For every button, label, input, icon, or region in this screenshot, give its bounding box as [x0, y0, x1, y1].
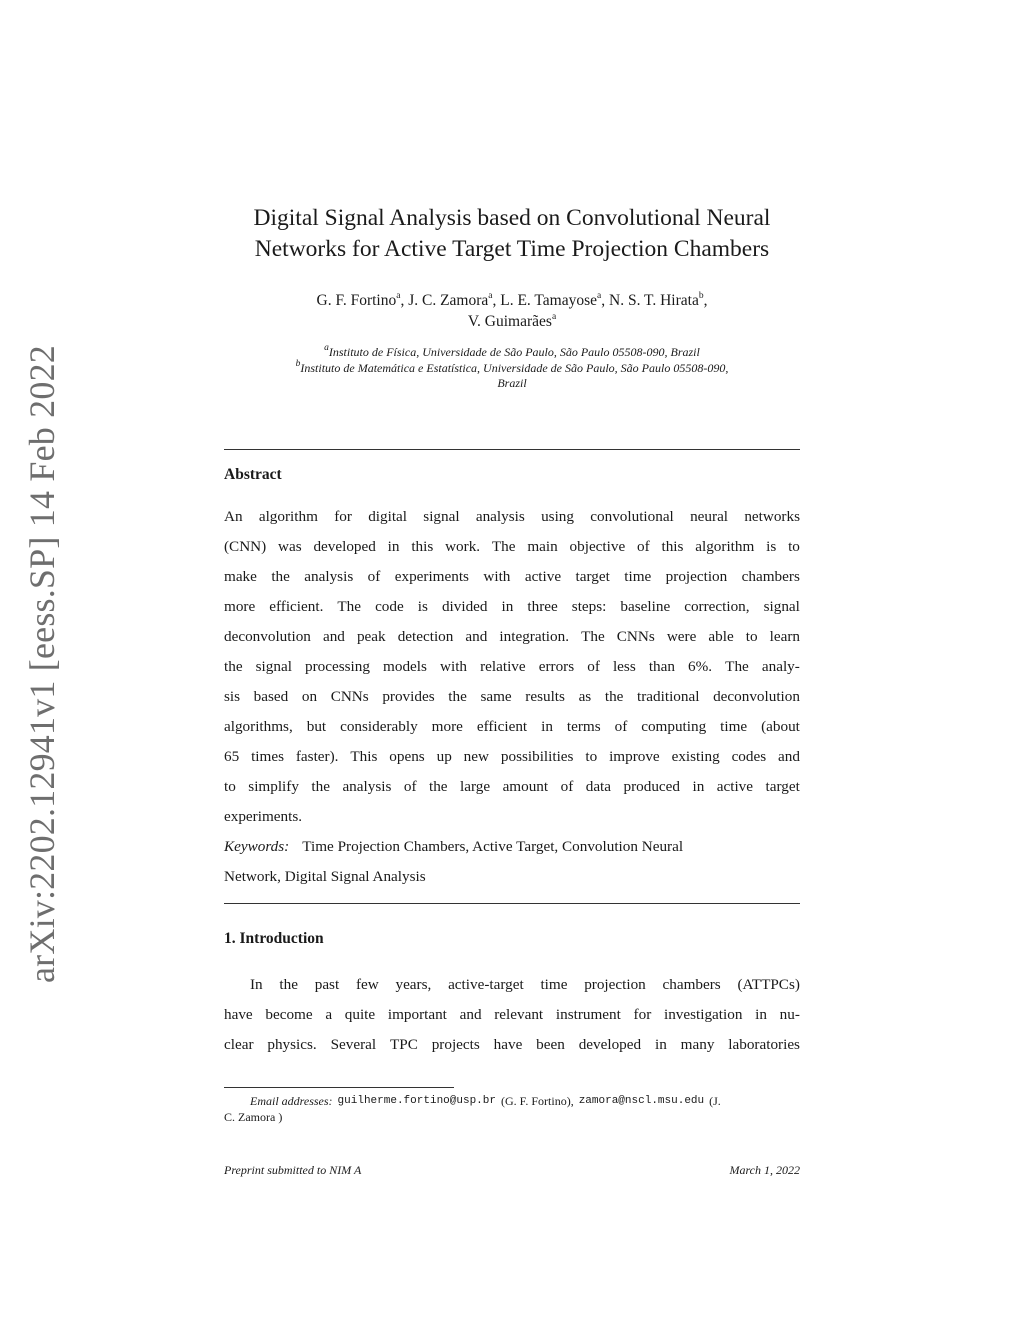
word: code [375, 598, 404, 615]
word: active-target [448, 976, 524, 993]
word: important [387, 1006, 447, 1023]
word: of [637, 538, 650, 555]
word: to [224, 778, 236, 795]
author-affiliation-mark: a [551, 311, 557, 322]
abstract-line [224, 592, 800, 622]
word: correction, [684, 598, 750, 615]
word: signal [423, 508, 460, 525]
word: was [278, 538, 302, 555]
word: in [501, 598, 514, 615]
word: active [716, 778, 754, 795]
word: projection [584, 976, 646, 993]
word: algorithm [258, 508, 318, 525]
preprint-journal: Preprint submitted to NIM A [224, 1163, 362, 1177]
abstract-line [224, 562, 800, 592]
arxiv-identifier: arXiv:2202.12941v1 [eess.SP] 14 Feb 2022 [22, 345, 62, 983]
word: but [306, 718, 327, 735]
word: algorithms, [224, 718, 293, 735]
author-name: N. S. T. Hirata [609, 292, 699, 309]
word: on [301, 688, 318, 705]
abstract-line [224, 502, 800, 532]
word: this [411, 538, 434, 555]
word: objective [569, 538, 626, 555]
word: quite [344, 1006, 376, 1023]
author-affiliation-mark: a [396, 290, 401, 301]
word: the [311, 778, 330, 795]
word: for [633, 1006, 652, 1023]
word: of [403, 778, 417, 795]
word: using [541, 508, 574, 525]
word: physics. [267, 1036, 317, 1053]
keywords-label: Keywords: [224, 838, 290, 855]
word: improve [609, 748, 660, 765]
keywords-text: Network, Digital Signal Analysis [224, 868, 426, 885]
word: 65 [224, 748, 240, 765]
word: of [587, 658, 600, 675]
word: produced [623, 778, 680, 795]
word: for [334, 508, 352, 525]
word: analysis [475, 508, 525, 525]
word: peak [356, 628, 386, 645]
word: (CNN) [224, 538, 267, 555]
word: steps: [571, 598, 607, 615]
word: the [428, 778, 448, 795]
word: efficient. [269, 598, 324, 615]
word: been [536, 1036, 565, 1053]
word: projects [431, 1036, 480, 1053]
footnote-line [224, 1093, 800, 1109]
word: The [581, 628, 605, 645]
word: and [778, 748, 800, 765]
word: relevant [494, 1006, 544, 1023]
word: is [766, 538, 777, 555]
word: opens [389, 748, 425, 765]
word: less [612, 658, 636, 675]
introduction-body [224, 970, 800, 1060]
introduction-line [224, 970, 800, 1000]
word: time [540, 976, 568, 993]
word: three [527, 598, 558, 615]
word: deconvolution [713, 688, 800, 705]
title-line-1: Digital Signal Analysis based on Convolutional Neural [253, 205, 771, 231]
word: and [459, 1006, 482, 1023]
word: results [525, 688, 565, 705]
word: the [271, 568, 290, 585]
word: amount [502, 778, 549, 795]
word: same [480, 688, 512, 705]
word: able [708, 628, 734, 645]
word: neural [690, 508, 729, 525]
word: time [624, 568, 652, 585]
word: up [436, 748, 452, 765]
word: the [279, 976, 298, 993]
word: projection [665, 568, 728, 585]
word: more [224, 598, 256, 615]
word: networks [744, 508, 800, 525]
word: of [614, 718, 628, 735]
preprint-date: March 1, 2022 [729, 1163, 800, 1177]
word: The [725, 658, 749, 675]
word: in [654, 1036, 667, 1053]
abstract-line [224, 682, 800, 712]
word: clear [224, 1036, 254, 1053]
abstract-heading: Abstract [224, 466, 282, 483]
word: CNNs [330, 688, 369, 705]
email-link[interactable]: zamora@nscl.msu.edu [578, 1095, 705, 1107]
word: experiments [394, 568, 469, 585]
word: processing [305, 658, 370, 675]
word: sis [224, 688, 241, 705]
word: errors [538, 658, 575, 675]
word: active [524, 568, 562, 585]
word: analysis [342, 778, 392, 795]
keywords-line-2 [224, 862, 800, 892]
word: were [666, 628, 697, 645]
word: is [417, 598, 428, 615]
abstract-body [224, 502, 800, 892]
paper-title [204, 203, 820, 265]
word: in [692, 778, 705, 795]
word: the [224, 658, 243, 675]
word: possibilities [500, 748, 574, 765]
abstract-line [224, 652, 800, 682]
word: deconvolution [224, 628, 311, 645]
author-name: V. Guimarães [467, 313, 552, 330]
word: chambers [741, 568, 800, 585]
affiliation-b-continued: Brazil [497, 376, 527, 390]
word: with [440, 658, 468, 675]
word: 6%. [688, 658, 713, 675]
word: The [491, 538, 516, 555]
word: terms [566, 718, 601, 735]
word: make [224, 568, 257, 585]
word: few [355, 976, 379, 993]
word: and [322, 628, 345, 645]
word: to [788, 538, 800, 555]
word: a [325, 1006, 333, 1023]
word: traditional [637, 688, 700, 705]
word: the [604, 688, 624, 705]
author-affiliation-mark: a [488, 290, 493, 301]
affiliation-b: $^b$Instituto de Matemática e Estatística, Universidade de São Paulo, São Paulo 05508-090, [295, 358, 729, 375]
word: nu- [779, 1006, 800, 1023]
word: time [720, 718, 748, 735]
word: divided [441, 598, 488, 615]
word: target [765, 778, 800, 795]
word: (about [761, 718, 800, 735]
word: faster). [295, 748, 339, 765]
word: models [383, 658, 427, 675]
word: this [661, 538, 684, 555]
word: existing [671, 748, 720, 765]
introduction-line [224, 1030, 800, 1060]
footnote-rule [224, 1087, 454, 1088]
author-name: G. F. Fortino [316, 292, 397, 309]
author-affiliation-mark: b [698, 290, 704, 301]
word: have [493, 1036, 523, 1053]
word: to [585, 748, 598, 765]
word: become [265, 1006, 313, 1023]
word: in [755, 1006, 767, 1023]
word: digital [368, 508, 407, 525]
word: signal [763, 598, 800, 615]
keywords-text: Time Projection Chambers, Active Target, Convolution Neural [302, 838, 684, 855]
word: work. [445, 538, 481, 555]
word: new [463, 748, 489, 765]
word: with [483, 568, 511, 585]
word: simplify [248, 778, 299, 795]
keywords-line-1 [224, 832, 800, 862]
word: integration. [499, 628, 570, 645]
word: convolutional [590, 508, 674, 525]
word: signal [255, 658, 292, 675]
word: in [387, 538, 400, 555]
title-line-2: Networks for Active Target Time Projection Chambers [254, 236, 770, 262]
word: investigation [663, 1006, 743, 1023]
abstract-line [224, 742, 800, 772]
word: provides [382, 688, 435, 705]
abstract-bottom-rule [224, 903, 800, 904]
word: learn [769, 628, 800, 645]
word: have [224, 1006, 253, 1023]
email-owner: C. Zamora ) [224, 1110, 283, 1124]
word: years, [395, 976, 432, 993]
word: computing [641, 718, 707, 735]
word: the [448, 688, 467, 705]
email-owner: (J. [709, 1094, 721, 1108]
word: and [465, 628, 488, 645]
affiliations [214, 345, 810, 392]
word: to [745, 628, 758, 645]
word: developed [578, 1036, 642, 1053]
abstract-line [224, 532, 800, 562]
email-link[interactable]: guilherme.fortino@usp.br [337, 1095, 496, 1107]
introduction-line [224, 1000, 800, 1030]
abstract-top-rule [224, 449, 800, 450]
word: chambers [662, 976, 721, 993]
word: analysis [304, 568, 354, 585]
word: of [560, 778, 574, 795]
author-name: J. C. Zamora [408, 292, 489, 309]
abstract-line [224, 712, 800, 742]
email-label: Email addresses: [250, 1094, 333, 1108]
word: data [585, 778, 612, 795]
word: past [314, 976, 340, 993]
word: main [527, 538, 558, 555]
word: many [680, 1036, 715, 1053]
word: large [460, 778, 491, 795]
word: more [431, 718, 463, 735]
footnote-line [224, 1109, 800, 1125]
word: times [251, 748, 284, 765]
word: In [250, 976, 263, 993]
email-owner: (G. F. Fortino), [500, 1094, 574, 1108]
word: instrument [555, 1006, 621, 1023]
word: target [575, 568, 610, 585]
word: (ATTPCs) [737, 976, 800, 993]
abstract-line [224, 622, 800, 652]
footnote [224, 1093, 800, 1125]
word: efficient [476, 718, 528, 735]
word: as [578, 688, 592, 705]
abstract-line: experiments. [224, 808, 303, 825]
introduction-heading: 1. Introduction [224, 930, 324, 947]
word: codes [731, 748, 767, 765]
word: than [648, 658, 675, 675]
word: An [224, 508, 243, 525]
word: relative [480, 658, 526, 675]
author-list: G. F. Fortino$^a$, J. C. Zamora$^a$, L. E. Tamayose$^a$, N. S. T. Hirata$^b$, V. Guimarães$^a$ [316, 290, 708, 330]
word: baseline [620, 598, 671, 615]
word: This [350, 748, 378, 765]
word: of [367, 568, 381, 585]
word: considerably [340, 718, 418, 735]
preprint-footer [224, 1163, 800, 1178]
word: Several [330, 1036, 377, 1053]
word: TPC [389, 1036, 418, 1053]
word: in [541, 718, 553, 735]
abstract-line [224, 772, 800, 802]
word: The [337, 598, 362, 615]
word: CNNs [616, 628, 655, 645]
word: analy- [761, 658, 800, 675]
author-name: L. E. Tamayose [500, 292, 598, 309]
affiliation-a: $^a$Instituto de Física, Universidade de São Paulo, São Paulo 05508-090, Brazil [324, 343, 700, 359]
word: laboratories [728, 1036, 800, 1053]
word: based [253, 688, 289, 705]
word: developed [313, 538, 376, 555]
author-affiliation-mark: a [597, 290, 602, 301]
word: algorithm [695, 538, 755, 555]
word: detection [397, 628, 454, 645]
